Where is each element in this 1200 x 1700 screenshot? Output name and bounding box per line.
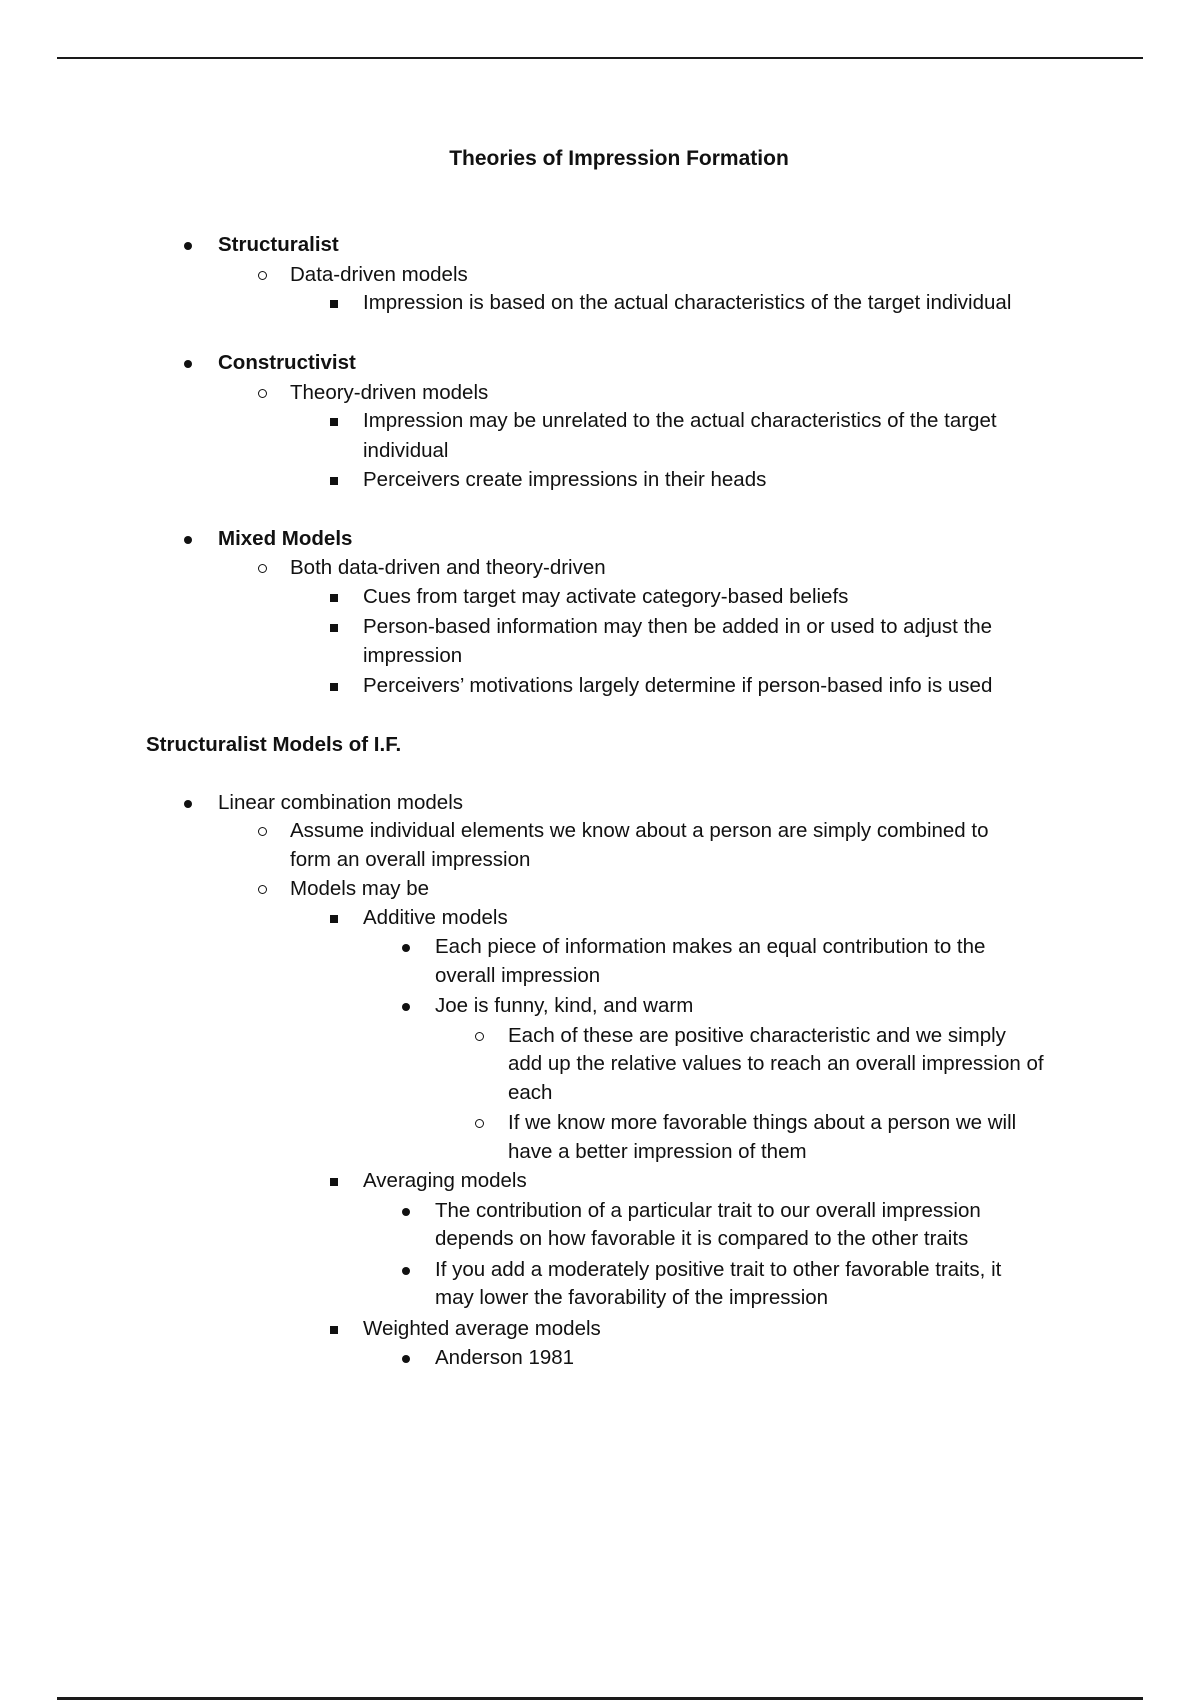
disc-bullet-icon	[178, 232, 198, 258]
additive-point-2: Joe is funny, kind, and warm	[435, 994, 694, 1017]
weighted-label: Weighted average models	[363, 1317, 601, 1340]
disc-bullet-icon	[396, 993, 416, 1019]
circle-bullet-icon	[253, 876, 273, 902]
square-bullet-icon	[324, 1168, 344, 1194]
disc-bullet-icon	[396, 934, 416, 960]
structuralist-label: Structuralist	[218, 233, 339, 256]
mixed-label: Mixed Models	[218, 527, 353, 550]
top-rule	[57, 57, 1143, 59]
disc-bullet-icon	[178, 526, 198, 552]
additive-point-1b: overall impression	[435, 964, 601, 987]
mixed-point-3: Perceivers’ motivations largely determine if person-based info is used	[363, 674, 993, 697]
constructivist-point-2: Perceivers create impressions in their heads	[363, 468, 767, 491]
linear-label: Linear combination models	[218, 791, 463, 814]
weighted-point-1: Anderson 1981	[435, 1346, 575, 1369]
disc-bullet-icon	[396, 1257, 416, 1283]
disc-bullet-icon	[178, 790, 198, 816]
mixed-point-2b: impression	[363, 644, 463, 667]
square-bullet-icon	[324, 408, 344, 434]
additive-sub-1b: add up the relative values to reach an overall impression of	[508, 1052, 1044, 1075]
circle-bullet-icon	[470, 1110, 490, 1136]
mixed-sub: Both data-driven and theory-driven	[290, 556, 606, 579]
square-bullet-icon	[324, 584, 344, 610]
averaging-label: Averaging models	[363, 1169, 527, 1192]
disc-bullet-icon	[178, 350, 198, 376]
square-bullet-icon	[324, 614, 344, 640]
circle-bullet-icon	[470, 1023, 490, 1049]
averaging-point-1a: The contribution of a particular trait to our overall impression	[435, 1199, 981, 1222]
models-may-be: Models may be	[290, 877, 430, 900]
averaging-point-2a: If you add a moderately positive trait to other favorable traits, it	[435, 1258, 1002, 1281]
averaging-point-2b: may lower the favorability of the impression	[435, 1286, 829, 1309]
square-bullet-icon	[324, 1316, 344, 1342]
mixed-point-2a: Person-based information may then be added in or used to adjust the	[363, 615, 993, 638]
section-heading: Structuralist Models of I.F.	[146, 733, 402, 756]
mixed-point-1: Cues from target may activate category-based beliefs	[363, 585, 849, 608]
constructivist-point-1b: individual	[363, 439, 449, 462]
circle-bullet-icon	[253, 818, 273, 844]
additive-sub-1c: each	[508, 1081, 553, 1104]
disc-bullet-icon	[396, 1198, 416, 1224]
constructivist-sub: Theory-driven models	[290, 381, 489, 404]
square-bullet-icon	[324, 905, 344, 931]
constructivist-label: Constructivist	[218, 351, 356, 374]
assume-line-a: Assume individual elements we know about a person are simply combined to	[290, 819, 989, 842]
additive-point-1a: Each piece of information makes an equal contribution to the	[435, 935, 986, 958]
structuralist-point: Impression is based on the actual characteristics of the target individual	[363, 291, 1012, 314]
structuralist-sub: Data-driven models	[290, 263, 468, 286]
additive-sub-2b: have a better impression of them	[508, 1140, 807, 1163]
square-bullet-icon	[324, 290, 344, 316]
circle-bullet-icon	[253, 262, 273, 288]
constructivist-point-1a: Impression may be unrelated to the actual characteristics of the target	[363, 409, 997, 432]
additive-sub-2a: If we know more favorable things about a person we will	[508, 1111, 1017, 1134]
square-bullet-icon	[324, 467, 344, 493]
additive-label: Additive models	[363, 906, 508, 929]
circle-bullet-icon	[253, 555, 273, 581]
square-bullet-icon	[324, 673, 344, 699]
page-title: Theories of Impression Formation	[449, 147, 789, 170]
averaging-point-1b: depends on how favorable it is compared to the other traits	[435, 1227, 969, 1250]
assume-line-b: form an overall impression	[290, 848, 531, 871]
circle-bullet-icon	[253, 380, 273, 406]
disc-bullet-icon	[396, 1345, 416, 1371]
additive-sub-1a: Each of these are positive characteristic and we simply	[508, 1024, 1006, 1047]
